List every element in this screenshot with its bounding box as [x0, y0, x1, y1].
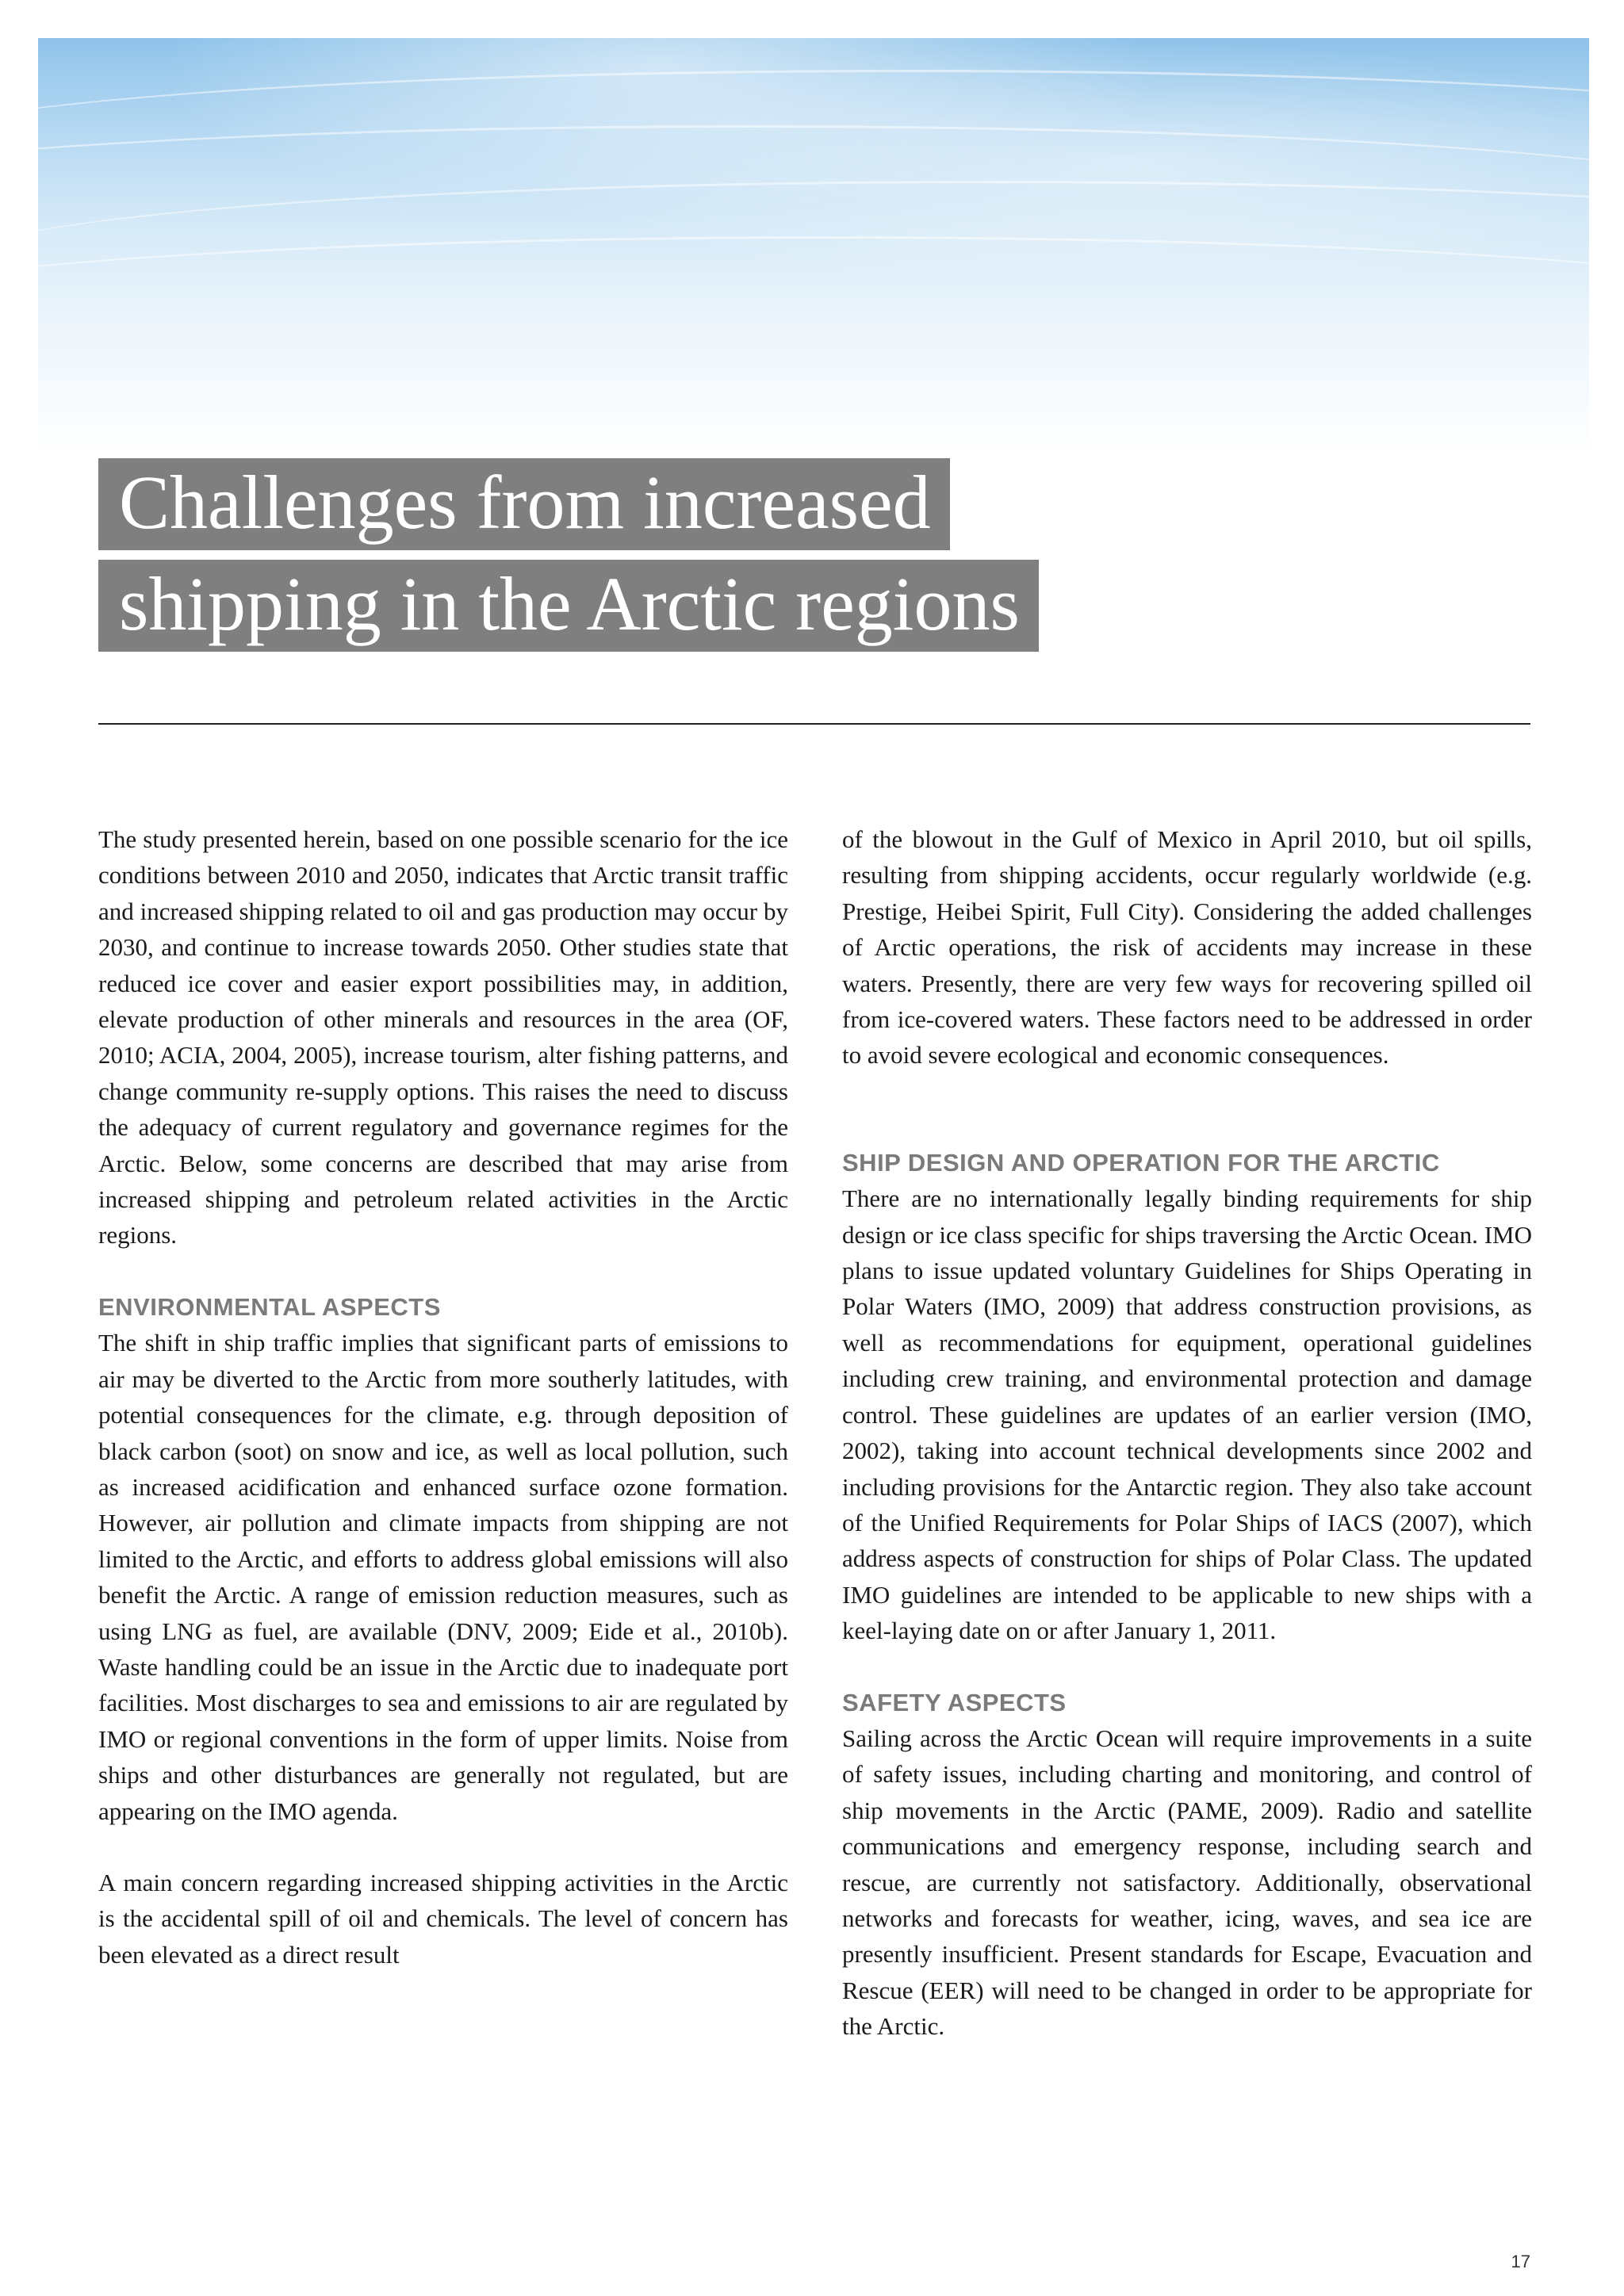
- safety-paragraph: Sailing across the Arctic Ocean will require improvements in a suite of safety issues, including charting and monitoring, and control of ship movements in the Arctic (PAME, 2009). Radio and satellite communications and emergency response, including search and rescue, are currently not satisfactory. Additionally, observational networks and forecasts for weather, icing, waves, and sea ice are presently insufficient. Present standards for Escape, Evacuation and Rescue (EER) will need to be changed in order to be appropriate for the Arctic.: [842, 1724, 1532, 2041]
- environmental-paragraph-2-continued: of the blowout in the Gulf of Mexico in April 2010, but oil spills, resulting from shipping accidents, occur regularly worldwide (e.g. Prestige, Heibei Spirit, Full City). Considering the added challenges of Arctic operations, the risk of accidents may increase in these waters. Presently, there are very few ways for recovering spilled oil from ice-covered waters. These factors need to be addressed in order to avoid severe ecological and economic consequences.: [842, 825, 1532, 1070]
- safety-aspects-heading: SAFETY ASPECTS: [842, 1688, 1067, 1716]
- right-column: [842, 821, 1532, 2045]
- page-title: [98, 458, 1039, 652]
- page-number: 17: [1511, 2252, 1530, 2271]
- ship-design-heading: SHIP DESIGN AND OPERATION FOR THE ARCTIC: [842, 1148, 1440, 1177]
- title-line-2: shipping in the Arctic regions: [98, 560, 1039, 652]
- title-divider: [98, 723, 1530, 725]
- environmental-paragraph-2: A main concern regarding increased shipping activities in the Arctic is the accidental spill of oil and chemicals. The level of concern has been elevated as a direct result: [98, 1868, 788, 1969]
- ship-design-paragraph: There are no internationally legally binding requirements for ship design or ice class specific for ships traversing the Arctic Ocean. IMO plans to issue updated voluntary Guidelines for Ships Operating in Polar Waters (IMO, 2009) that address construction provisions, as well as recommendations for equipment, operational guidelines including crew training, and environmental protection and damage control. These guidelines are updates of an earlier version (IMO, 2002), taking into account technical developments since 2002 and including provisions for the Antarctic region. They also take account of the Unified Requirements for Polar Ships of IACS (2007), which address aspects of construction for ships of Polar Class. The updated IMO guidelines are intended to be applicable to new ships with a keel-laying date on or after January 1, 2011.: [842, 1184, 1532, 1645]
- environmental-paragraph-1: The shift in ship traffic implies that significant parts of emissions to air may be diverted to the Arctic from more southerly latitudes, with potential consequences for the climate, e.g. through deposition of black carbon (soot) on snow and ice, as well as local pollution, such as increased acidification and enhanced surface ozone formation. However, air pollution and climate impacts from shipping are not limited to the Arctic, and efforts to address global emissions will also benefit the Arctic. A range of emission reduction measures, such as using LNG as fuel, are available (DNV, 2009; Eide et al., 2010b). Waste handling could be an issue in the Arctic due to inadequate port facilities. Most discharges to sea and emissions to air are regulated by IMO or regional conventions in the form of upper limits. Noise from ships and other disturbances are generally not regulated, but are appearing on the IMO agenda.: [98, 1329, 788, 1825]
- left-column: [98, 821, 788, 1973]
- title-line-1: Challenges from increased: [98, 458, 950, 550]
- environmental-aspects-heading: ENVIRONMENTAL ASPECTS: [98, 1292, 441, 1321]
- intro-paragraph: The study presented herein, based on one possible scenario for the ice conditions between 2010 and 2050, indicates that Arctic transit traffic and increased shipping related to oil and gas production may occur by 2030, and continue to increase towards 2050. Other studies state that reduced ice cover and easier export possibilities may, in addition, elevate production of other minerals and resources in the area (OF, 2010; ACIA, 2004, 2005), increase tourism, alter fishing patterns, and change community re-supply options. This raises the need to discuss the adequacy of current regulatory and governance regimes for the Arctic. Below, some concerns are described that may arise from increased shipping and petroleum related activities in the Arctic regions.: [98, 825, 788, 1249]
- header-banner-image: [38, 38, 1589, 458]
